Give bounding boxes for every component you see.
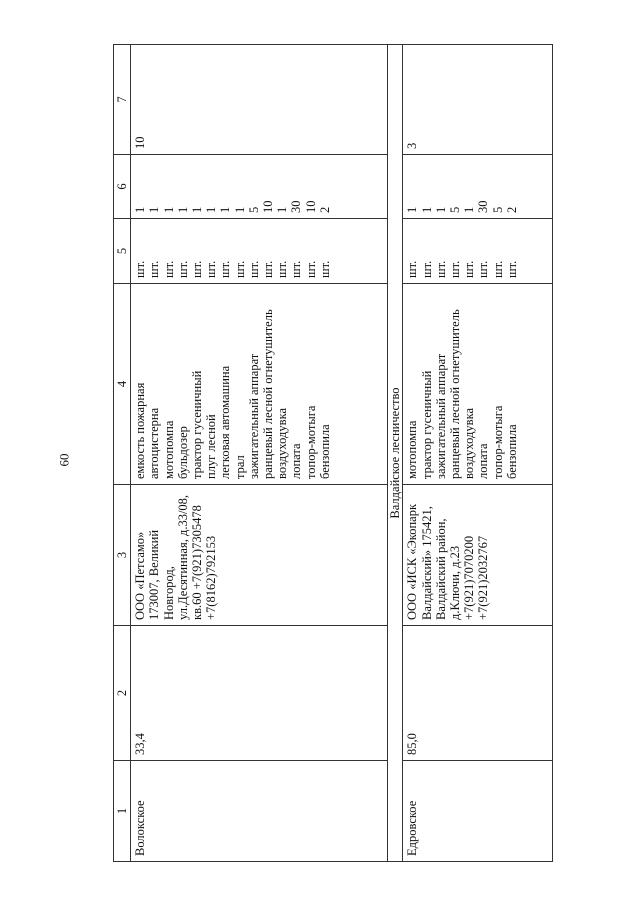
list-item: трал xyxy=(232,455,247,479)
list-item: бензопила xyxy=(504,424,519,479)
list-item: мотопомпа xyxy=(161,420,176,479)
unit-value: шт. xyxy=(161,260,176,278)
list-item: воздуходувка xyxy=(462,408,477,479)
list-item: топор-мотыга xyxy=(490,405,505,479)
section-title: Валдайское лесничество xyxy=(388,45,403,862)
list-item: бензопила xyxy=(317,424,332,479)
unit-value: шт. xyxy=(261,260,276,278)
quantities-cell xyxy=(403,155,553,219)
list-item: лопата xyxy=(476,443,491,479)
unit-value: шт. xyxy=(462,260,477,278)
qty-value: 2 xyxy=(504,206,519,213)
table-row xyxy=(403,45,553,862)
table-row xyxy=(131,45,388,862)
unit-value: шт. xyxy=(218,260,233,278)
list-item: плуг лесной xyxy=(204,414,219,479)
qty-value: 5 xyxy=(490,206,505,213)
area-cell: 85,0 xyxy=(403,626,553,761)
qty-value: 1 xyxy=(405,206,420,213)
list-item: емкость пожарная xyxy=(133,382,148,479)
unit-value: шт. xyxy=(133,260,148,278)
qty-value: 10 xyxy=(303,200,318,213)
units-cell xyxy=(403,219,553,284)
unit-value: шт. xyxy=(419,260,434,278)
list-item: автоцистерна xyxy=(147,407,162,479)
unit-value: шт. xyxy=(504,260,519,278)
unit-value: шт. xyxy=(289,260,304,278)
list-item: легковая автомашина xyxy=(218,365,233,479)
header-cell-3: 3 xyxy=(114,485,131,626)
qty-value: 2 xyxy=(317,206,332,213)
unit-value: шт. xyxy=(303,260,318,278)
section-row xyxy=(388,45,403,862)
qty-value: 1 xyxy=(218,206,233,213)
list-item: воздуходувка xyxy=(275,408,290,479)
qty-value: 1 xyxy=(433,206,448,213)
list-item: трактор гусеничный xyxy=(419,370,434,479)
list-item: топор-мотыга xyxy=(303,405,318,479)
rotated-table-wrapper xyxy=(113,45,553,862)
district-cell: Волокское xyxy=(131,761,388,862)
unit-value: шт. xyxy=(275,260,290,278)
unit-value: шт. xyxy=(433,260,448,278)
header-row xyxy=(114,45,131,862)
unit-value: шт. xyxy=(232,260,247,278)
list-item: зажигательный аппарат xyxy=(433,353,448,479)
qty-value: 5 xyxy=(246,206,261,213)
organization-cell: ООО «Петсамо» 173007, Великий Новгород, ул.Десятинная, д.33/08, кв.60 +7(921)7305478 +7(8162)792153 xyxy=(131,485,388,626)
list-item: зажигательный аппарат xyxy=(246,353,261,479)
header-cell-4: 4 xyxy=(114,284,131,485)
list-item: ранцевый лесной огнетушитель xyxy=(448,309,463,479)
qty-value: 30 xyxy=(289,200,304,213)
header-cell-6: 6 xyxy=(114,155,131,219)
qty-value: 1 xyxy=(175,206,190,213)
list-item: трактор гусеничный xyxy=(190,370,205,479)
unit-value: шт. xyxy=(147,260,162,278)
unit-value: шт. xyxy=(317,260,332,278)
equipment-names-cell xyxy=(403,284,553,485)
organization-cell: ООО «ИСК «Экопарк Валдайский» 175421, Валдайский район, д.Ключи, д.23 +7(921)7070200 +7(921)2032767 xyxy=(403,485,553,626)
unit-value: шт. xyxy=(175,260,190,278)
unit-value: шт. xyxy=(490,260,505,278)
header-cell-2: 2 xyxy=(114,626,131,761)
qty-value: 1 xyxy=(419,206,434,213)
qty-value: 10 xyxy=(261,200,276,213)
unit-value: шт. xyxy=(476,260,491,278)
area-cell: 33,4 xyxy=(131,626,388,761)
units-cell xyxy=(131,219,388,284)
qty-value: 1 xyxy=(204,206,219,213)
equipment-table xyxy=(113,44,553,862)
qty-value: 1 xyxy=(147,206,162,213)
header-cell-7: 7 xyxy=(114,45,131,155)
qty-value: 1 xyxy=(462,206,477,213)
qty-value: 1 xyxy=(190,206,205,213)
list-item: бульдозер xyxy=(175,426,190,479)
qty-value: 5 xyxy=(448,206,463,213)
header-cell-1: 1 xyxy=(114,761,131,862)
qty-value: 1 xyxy=(161,206,176,213)
unit-value: шт. xyxy=(190,260,205,278)
page-number: 60 xyxy=(56,453,72,467)
column7-cell: 10 xyxy=(131,45,388,155)
list-item: лопата xyxy=(289,443,304,479)
equipment-names-cell xyxy=(131,284,388,485)
unit-value: шт. xyxy=(448,260,463,278)
column7-cell: 3 xyxy=(403,45,553,155)
qty-value: 1 xyxy=(275,206,290,213)
list-item: ранцевый лесной огнетушитель xyxy=(261,309,276,479)
list-item: мотопомпа xyxy=(405,420,420,479)
unit-value: шт. xyxy=(204,260,219,278)
header-cell-5: 5 xyxy=(114,219,131,284)
unit-value: шт. xyxy=(405,260,420,278)
qty-value: 30 xyxy=(476,200,491,213)
unit-value: шт. xyxy=(246,260,261,278)
qty-value: 1 xyxy=(133,206,148,213)
quantities-cell xyxy=(131,155,388,219)
district-cell: Едровское xyxy=(403,761,553,862)
qty-value: 1 xyxy=(232,206,247,213)
